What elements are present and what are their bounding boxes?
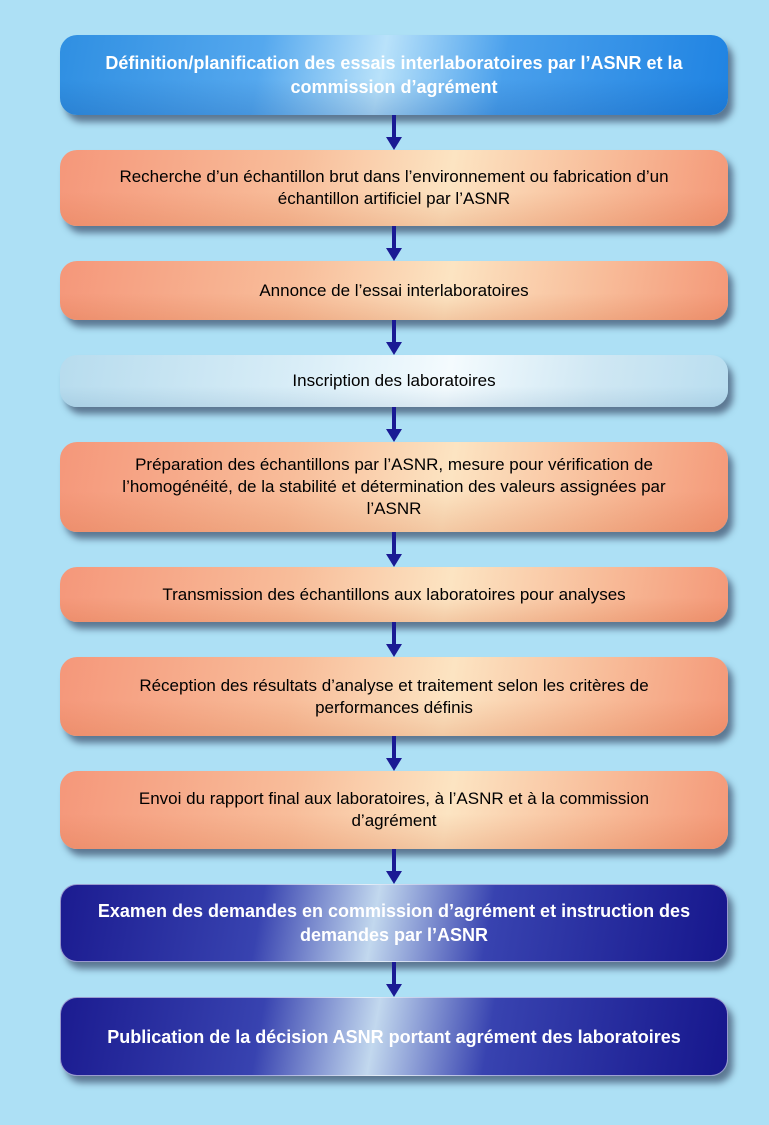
text-line: Envoi du rapport final aux laboratoires, à l’ASNR et à la commission	[138, 789, 650, 808]
flow-step-definition-planification	[60, 35, 728, 115]
flow-step-recherche-echantillon	[60, 150, 728, 226]
flow-arrow-down	[60, 320, 728, 355]
arrow-head	[386, 554, 402, 567]
flow-step-examen-demandes	[60, 884, 728, 962]
text-line: échantillon artificiel par l’ASNR	[277, 189, 511, 208]
text-line: demandes par l’ASNR	[299, 925, 489, 945]
flow-arrow-down	[60, 115, 728, 150]
arrow-shaft	[392, 320, 396, 342]
arrow-head	[386, 984, 402, 997]
text-line: Préparation des échantillons par l’ASNR, mesure pour vérification de	[135, 455, 653, 474]
flow-step-preparation-echantillons	[60, 442, 728, 532]
text-line: Transmission des échantillons aux laboratoires pour analyses	[162, 584, 626, 604]
arrow-shaft	[392, 115, 396, 137]
flow-step-reception-resultats	[60, 657, 728, 736]
arrow-head	[386, 248, 402, 261]
text-line: Recherche d’un échantillon brut dans l’environnement ou fabrication d’un	[119, 167, 669, 186]
text-line: d’agrément	[351, 811, 437, 830]
text-line: l’homogénéité, de la stabilité et détermination des valeurs assignées par	[122, 477, 666, 496]
flow-step-inscription-laboratoires	[60, 355, 728, 407]
flow-arrow-down	[60, 532, 728, 567]
arrow-head	[386, 758, 402, 771]
flow-arrow-down	[60, 407, 728, 442]
text-line: commission d’agrément	[290, 77, 498, 97]
arrow-shaft	[392, 622, 396, 644]
text-line: Annonce de l’essai interlaboratoires	[259, 280, 529, 300]
flow-step-annonce-essai	[60, 261, 728, 320]
arrow-shaft	[392, 849, 396, 871]
text-line: Réception des résultats d’analyse et traitement selon les critères de	[139, 675, 649, 695]
flowchart	[60, 35, 728, 1076]
flow-step-envoi-rapport	[60, 771, 728, 849]
text-line: Définition/planification des essais interlaboratoires par l’ASNR et la	[105, 53, 683, 73]
arrow-head	[386, 137, 402, 150]
text-line: Publication de la décision ASNR portant agrément des laboratoires	[107, 1026, 681, 1047]
arrow-head	[386, 644, 402, 657]
text-line: Examen des demandes en commission d’agrément et instruction des	[97, 901, 691, 921]
arrow-head	[386, 871, 402, 884]
arrow-shaft	[392, 736, 396, 758]
arrow-shaft	[392, 226, 396, 248]
flow-arrow-down	[60, 226, 728, 261]
text-line: l’ASNR	[366, 499, 422, 518]
arrow-head	[386, 429, 402, 442]
arrow-shaft	[392, 962, 396, 984]
arrow-head	[386, 342, 402, 355]
arrow-shaft	[392, 407, 396, 429]
arrow-shaft	[392, 532, 396, 554]
text-line: Inscription des laboratoires	[292, 371, 496, 390]
flow-arrow-down	[60, 849, 728, 884]
flow-step-transmission-echantillons	[60, 567, 728, 622]
flow-arrow-down	[60, 736, 728, 771]
flow-arrow-down	[60, 622, 728, 657]
flow-arrow-down	[60, 962, 728, 997]
text-line: performances définis	[315, 697, 473, 717]
flow-step-publication-decision	[60, 997, 728, 1076]
